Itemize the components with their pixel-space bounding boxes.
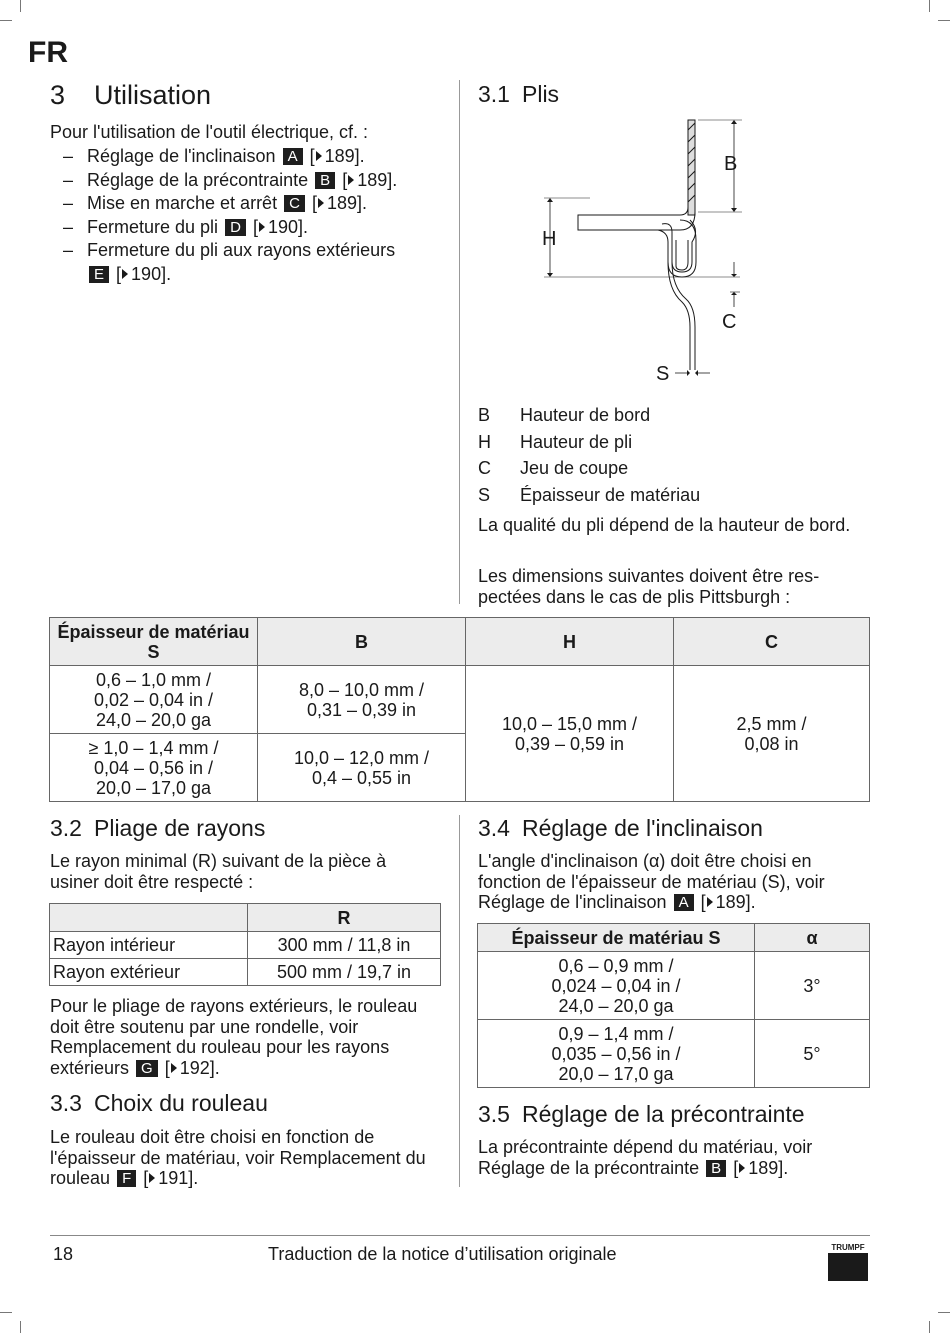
section-title: Utilisation: [94, 80, 212, 110]
legend-item: S Épaisseur de matériau: [478, 485, 701, 506]
paragraph: Le rayon minimal (R) suivant de la pièce à usiner doit être respecté :: [50, 851, 387, 892]
figure-badge: C: [284, 195, 305, 212]
table-header: H: [466, 618, 674, 666]
list-item[interactable]: – Fermeture du pli aux rayons extérieurs E [ 190].: [63, 240, 396, 284]
footer-rule: [50, 1235, 870, 1236]
section-3-2-heading: [50, 815, 265, 842]
table-cell: 0,6 – 0,9 mm / 0,024 – 0,04 in / 24,0 – 20,0 ga: [478, 952, 755, 1020]
diagram-legend: [478, 402, 700, 509]
page-ref-arrow-icon: [707, 897, 713, 907]
seam-inner: [676, 240, 688, 270]
logo-block: [828, 1253, 868, 1281]
table-header: R: [248, 904, 441, 932]
page-ref-arrow-icon: [122, 269, 128, 279]
crop-mark: [929, 1321, 930, 1333]
section-number: 3.1: [478, 81, 510, 107]
figure-badge: B: [315, 172, 335, 189]
table-cell: 10,0 – 15,0 mm / 0,39 – 0,59 in: [466, 666, 674, 802]
figure-badge: D: [225, 219, 246, 236]
section-number: 3.4: [478, 815, 510, 841]
radius-table: [49, 903, 441, 986]
legend-item: C Jeu de coupe: [478, 458, 629, 479]
crop-mark: [0, 20, 12, 21]
legend-item: H Hauteur de pli: [478, 431, 633, 452]
crop-mark: [929, 0, 930, 12]
section-title: Plis: [522, 81, 560, 107]
crop-mark: [938, 20, 950, 21]
table-cell: 8,0 – 10,0 mm / 0,31 – 0,39 in: [258, 666, 466, 734]
table-header: [50, 904, 248, 932]
figure-badge: E: [89, 266, 109, 283]
figure-badge: A: [283, 148, 303, 165]
label-c: C: [722, 311, 737, 333]
table-cell: 0,9 – 1,4 mm / 0,035 – 0,56 in / 20,0 – 17,0 ga: [478, 1020, 755, 1088]
language-code: FR: [28, 36, 68, 69]
page-ref-arrow-icon: [149, 1173, 155, 1183]
lower-sheet: [672, 262, 695, 370]
table-header: α: [755, 924, 870, 952]
pittsburgh-seam-diagram: [530, 112, 760, 387]
table-cell: 3°: [755, 952, 870, 1020]
paragraph: L'angle d'inclinaison (α) doit être choisi en fonction de l'épaisseur de matériau (S), voir Réglage de l'inclinaison A [ 189].: [478, 851, 825, 912]
list-item[interactable]: – Mise en marche et arrêt C [ 189].: [63, 193, 368, 213]
page-ref-arrow-icon: [739, 1163, 745, 1173]
page-ref-arrow-icon: [171, 1063, 177, 1073]
list-item[interactable]: – Fermeture du pli D [ 190].: [63, 216, 308, 237]
page-number: 18: [53, 1244, 74, 1264]
seam-outer-profile: [578, 120, 695, 230]
section-title: Réglage de la précontrainte: [522, 1101, 805, 1127]
page-ref-arrow-icon: [318, 198, 324, 208]
paragraph: Le rouleau doit être choisi en fonction de l'épaisseur de matériau, voir Remplacement du rouleau F [ 191].: [50, 1127, 426, 1188]
table-cell: Rayon extérieur: [50, 959, 248, 986]
table-cell: ≥ 1,0 – 1,4 mm / 0,04 – 0,56 in / 20,0 – 17,0 ga: [50, 734, 258, 802]
table-cell: 0,6 – 1,0 mm / 0,02 – 0,04 in / 24,0 – 20,0 ga: [50, 666, 258, 734]
section-number: 3.2: [50, 815, 82, 841]
page-ref-arrow-icon: [316, 151, 322, 161]
figure-badge: G: [136, 1060, 158, 1077]
section-number: 3.3: [50, 1090, 82, 1116]
label-b: B: [724, 153, 738, 175]
paragraph: La qualité du pli dépend de la hauteur de bord.: [478, 515, 851, 535]
section-title: Pliage de rayons: [94, 815, 266, 841]
table-cell: 500 mm / 19,7 in: [248, 959, 441, 986]
list-item[interactable]: – Réglage de l'inclinaison A [ 189].: [63, 146, 365, 166]
section-3-4-heading: [478, 815, 763, 842]
paragraph: Les dimensions suivantes doivent être respectées dans le cas de plis Pittsburgh :: [478, 566, 820, 607]
label-s: S: [656, 363, 670, 385]
column-divider: [459, 815, 460, 1187]
section-3-3-heading: [50, 1090, 268, 1117]
section-3-intro: Pour l'utilisation de l'outil électrique, cf. :: [50, 122, 369, 142]
table-cell: 2,5 mm / 0,08 in: [674, 666, 870, 802]
table-cell: Rayon intérieur: [50, 932, 248, 959]
section-number: 3: [50, 80, 66, 110]
pittsburgh-dimensions-table: [49, 617, 870, 802]
table-header: Épaisseur de matériau S: [50, 618, 258, 666]
section-number: 3.5: [478, 1101, 510, 1127]
table-header: Épaisseur de matériau S: [478, 924, 755, 952]
table-cell: 10,0 – 12,0 mm / 0,4 – 0,55 in: [258, 734, 466, 802]
section-3-heading: [50, 80, 211, 111]
figure-badge: B: [706, 1160, 726, 1177]
page-ref-arrow-icon: [259, 222, 265, 232]
section-title: Réglage de l'inclinaison: [522, 815, 763, 841]
figure-badge: F: [117, 1170, 136, 1187]
paragraph: Pour le pliage de rayons extérieurs, le rouleau doit être soutenu par une rondelle, voir Remplacement du rouleau pour les rayons extérieurs G [ 192].: [50, 996, 418, 1078]
list-item[interactable]: – Réglage de la précontrainte B [ 189].: [63, 169, 398, 190]
trumpf-logo: TRUMPF: [828, 1243, 868, 1281]
table-header: C: [674, 618, 870, 666]
crop-mark: [20, 1321, 21, 1333]
paragraph: La précontrainte dépend du matériau, voir Réglage de la précontrainte B [ 189].: [478, 1137, 813, 1178]
section-3-1-heading: [478, 81, 559, 108]
label-h: H: [542, 228, 557, 250]
page-ref-arrow-icon: [348, 175, 354, 185]
footer-text: Traduction de la notice d’utilisation originale: [268, 1244, 617, 1264]
section-3-5-heading: [478, 1101, 805, 1128]
crop-mark: [20, 0, 21, 12]
table-header: B: [258, 618, 466, 666]
inclination-table: [477, 923, 870, 1088]
table-cell: 5°: [755, 1020, 870, 1088]
legend-item: B Hauteur de bord: [478, 405, 651, 425]
section-title: Choix du rouleau: [94, 1090, 268, 1116]
crop-mark: [938, 1312, 950, 1313]
column-divider: [459, 80, 460, 604]
figure-badge: A: [674, 894, 694, 911]
table-cell: 300 mm / 11,8 in: [248, 932, 441, 959]
crop-mark: [0, 1312, 12, 1313]
usage-list: [50, 145, 450, 286]
